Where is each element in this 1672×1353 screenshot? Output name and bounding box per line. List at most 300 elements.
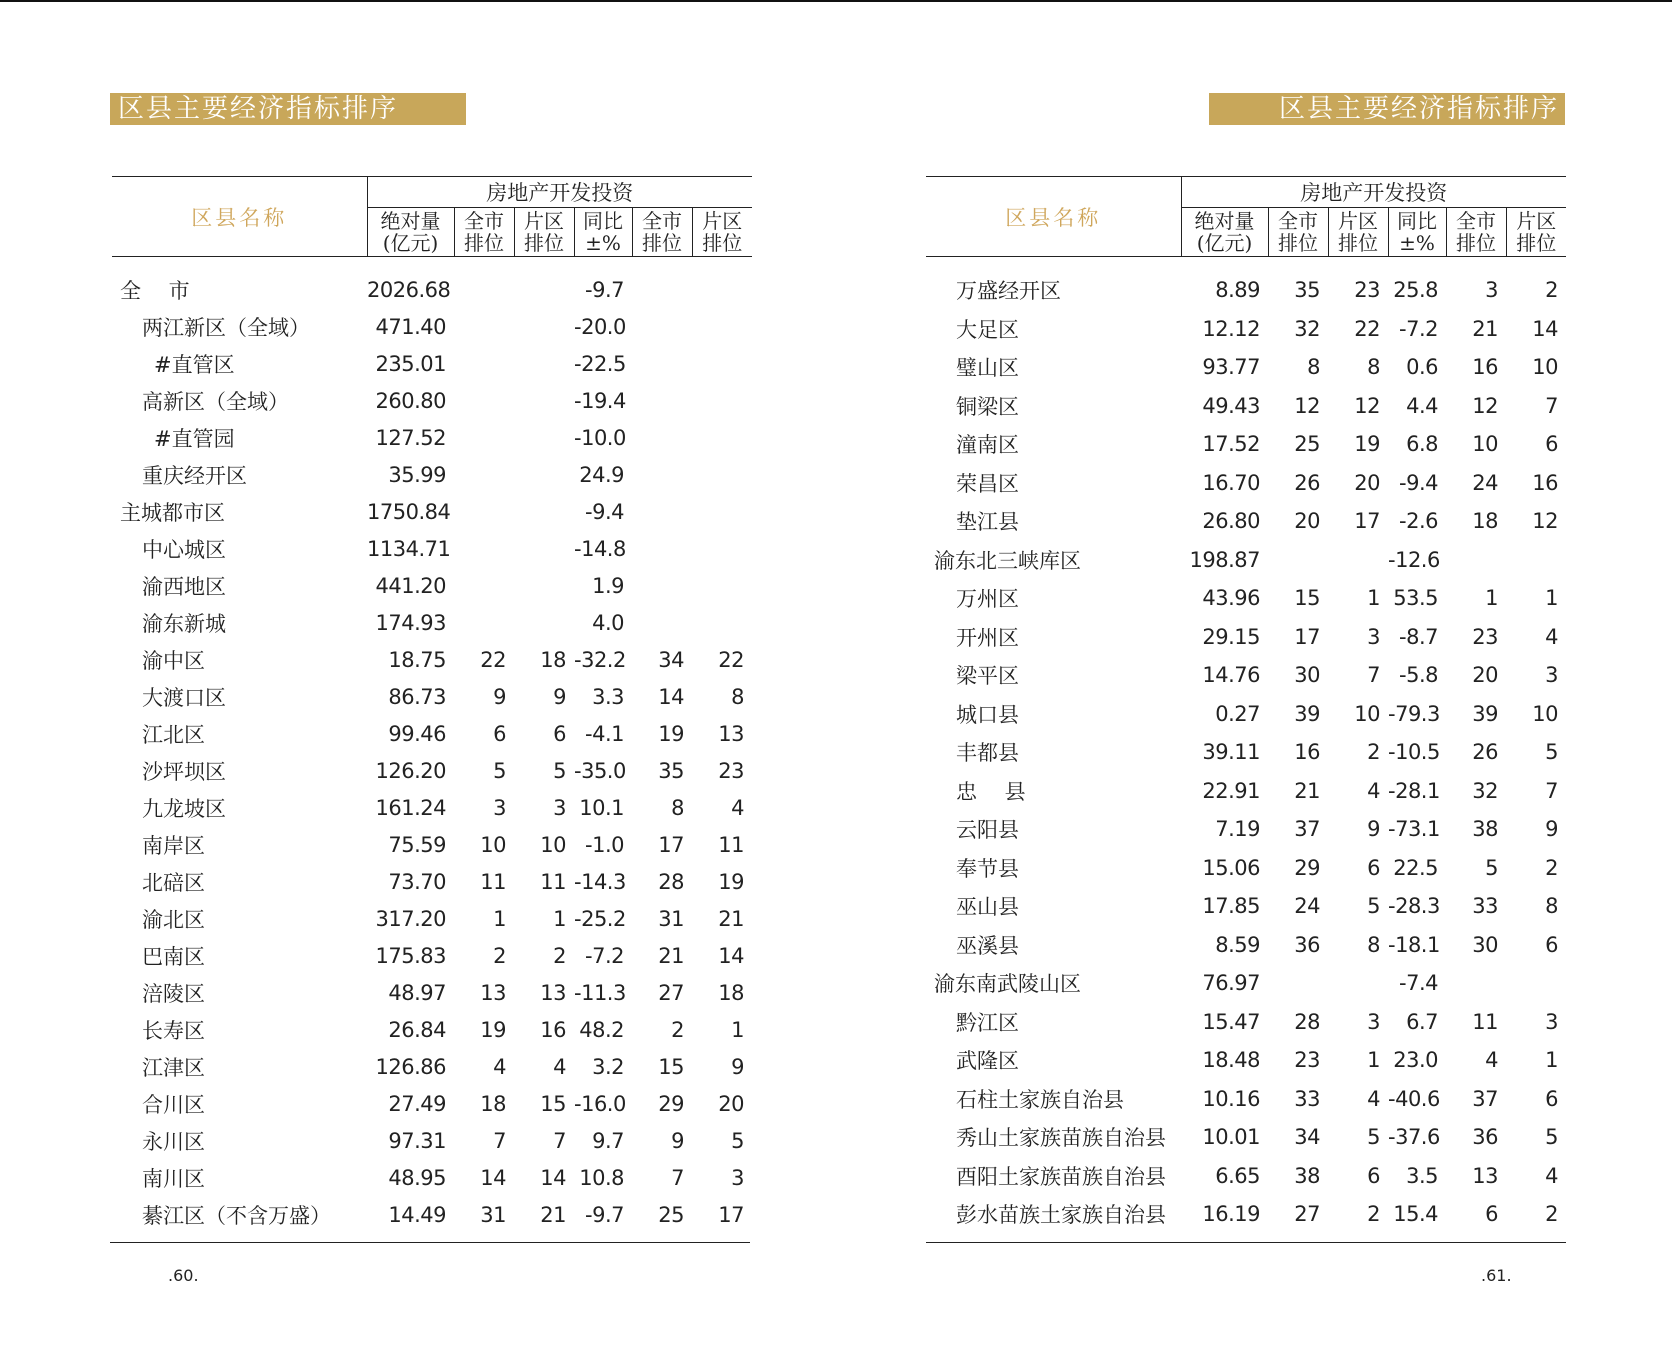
yoy-area-rank: 5 <box>1545 740 1559 765</box>
yoy-city-rank <box>632 345 692 382</box>
area-rank <box>514 345 574 382</box>
yoy-area-rank: 13 <box>718 721 745 746</box>
yoy-city-rank: 21 <box>658 943 684 968</box>
yoy-city-rank <box>632 604 692 641</box>
absolute-value: 27.49 <box>388 1091 446 1116</box>
yoy-city-rank: 31 <box>658 906 684 931</box>
yoy-change: 3.3 <box>592 684 624 709</box>
district-name: 奉节县 <box>956 856 1019 881</box>
city-rank: 35 <box>1294 278 1320 303</box>
area-rank <box>1328 541 1388 580</box>
district-name: 开州区 <box>956 625 1019 650</box>
yoy-change: 0.6 <box>1406 355 1438 380</box>
table-row <box>112 974 752 1011</box>
absolute-value: 39.11 <box>1202 740 1260 765</box>
col-area-rank-header: 片区 排位 <box>1328 208 1388 257</box>
page-title-banner: 区县主要经济指标排序 <box>110 93 466 125</box>
real-estate-investment-header: 房地产开发投资 <box>367 177 752 208</box>
yoy-change: -2.6 <box>1399 509 1438 534</box>
area-rank: 17 <box>1354 509 1380 534</box>
district-name: 巫溪县 <box>956 933 1019 958</box>
yoy-change: 24.9 <box>579 462 624 487</box>
district-name: 秀山土家族苗族自治县 <box>956 1126 1166 1151</box>
yoy-area-rank: 8 <box>731 684 745 709</box>
table-row <box>112 382 752 419</box>
district-name: 巫山县 <box>956 895 1019 920</box>
yoy-area-rank: 3 <box>1545 663 1559 688</box>
city-rank: 25 <box>1294 432 1320 457</box>
absolute-value: 86.73 <box>388 684 446 709</box>
table-row <box>926 810 1566 849</box>
table-row <box>112 641 752 678</box>
district-name: 大足区 <box>956 317 1019 342</box>
district-name: 巴南区 <box>142 944 205 969</box>
district-name: 沙坪坝区 <box>142 759 226 784</box>
district-name: 九龙坡区 <box>142 796 226 821</box>
right-page <box>836 0 1672 1353</box>
area-rank: 2 <box>553 943 566 968</box>
yoy-area-rank: 14 <box>718 943 745 968</box>
area-rank: 22 <box>1354 316 1380 341</box>
yoy-change: -73.1 <box>1388 817 1440 842</box>
yoy-area-rank: 3 <box>731 1165 745 1190</box>
yoy-city-rank: 37 <box>1472 1086 1498 1111</box>
yoy-change: -5.8 <box>1399 663 1438 688</box>
table-row <box>112 826 752 863</box>
yoy-city-rank <box>632 308 692 345</box>
yoy-city-rank: 2 <box>671 1017 684 1042</box>
yoy-change: -9.7 <box>585 277 624 302</box>
district-name: 铜梁区 <box>956 394 1019 419</box>
table-row <box>926 733 1566 772</box>
city-rank: 24 <box>1294 894 1320 919</box>
absolute-value: 235.01 <box>375 351 446 376</box>
col-absolute-header: 绝对量 (亿元) <box>367 208 454 257</box>
absolute-value: 15.47 <box>1202 1009 1260 1034</box>
yoy-change: -9.7 <box>585 1202 624 1227</box>
area-rank: 6 <box>553 721 566 746</box>
absolute-value: 48.97 <box>388 980 446 1005</box>
district-name-header: 区县名称 <box>112 177 367 257</box>
col-area-rank-2-header: 片区 排位 <box>692 208 752 257</box>
district-name: #直管区 <box>154 352 235 377</box>
table-row <box>926 926 1566 965</box>
yoy-change: -18.1 <box>1388 932 1440 957</box>
table-row <box>926 618 1566 657</box>
area-rank: 5 <box>553 758 566 783</box>
city-rank: 18 <box>480 1091 506 1116</box>
area-rank: 8 <box>1367 932 1380 957</box>
page-number: .60. <box>168 1266 199 1285</box>
yoy-area-rank <box>692 604 752 641</box>
area-rank: 21 <box>540 1202 566 1227</box>
area-rank: 12 <box>1354 393 1380 418</box>
table-row <box>926 257 1566 310</box>
yoy-change: -7.2 <box>1399 316 1438 341</box>
absolute-value: 35.99 <box>388 462 446 487</box>
yoy-city-rank: 20 <box>1472 663 1498 688</box>
area-rank <box>514 456 574 493</box>
table-row <box>926 887 1566 926</box>
absolute-value: 8.89 <box>1215 278 1260 303</box>
district-name: 北碚区 <box>142 870 205 895</box>
yoy-city-rank: 15 <box>658 1054 684 1079</box>
district-name: 永川区 <box>142 1129 205 1154</box>
yoy-city-rank: 28 <box>658 869 684 894</box>
absolute-value: 29.15 <box>1202 624 1260 649</box>
yoy-city-rank: 9 <box>671 1128 684 1153</box>
yoy-city-rank: 4 <box>1485 1048 1498 1073</box>
table-row <box>926 1157 1566 1196</box>
table-row <box>926 1041 1566 1080</box>
absolute-value: 10.16 <box>1202 1086 1260 1111</box>
city-rank: 22 <box>480 647 506 672</box>
city-rank: 13 <box>480 980 506 1005</box>
city-rank <box>454 604 514 641</box>
yoy-change: 22.5 <box>1393 855 1438 880</box>
absolute-value: 22.91 <box>1202 778 1260 803</box>
area-rank: 18 <box>540 647 566 672</box>
area-rank: 5 <box>1367 1125 1380 1150</box>
city-rank: 16 <box>1294 740 1320 765</box>
city-rank: 23 <box>1294 1048 1320 1073</box>
absolute-value: 15.06 <box>1202 855 1260 880</box>
district-name: 全 市 <box>120 278 190 303</box>
absolute-value: 7.19 <box>1215 817 1260 842</box>
city-rank: 5 <box>493 758 506 783</box>
yoy-area-rank: 9 <box>731 1054 745 1079</box>
district-name: #直管园 <box>154 426 235 451</box>
yoy-city-rank: 33 <box>1472 894 1498 919</box>
yoy-city-rank <box>1446 541 1506 580</box>
area-rank: 10 <box>540 832 566 857</box>
table-row <box>112 604 752 641</box>
city-rank <box>454 493 514 530</box>
city-rank: 15 <box>1294 586 1320 611</box>
absolute-value: 14.76 <box>1202 663 1260 688</box>
yoy-area-rank <box>692 493 752 530</box>
absolute-value: 26.84 <box>388 1017 446 1042</box>
table-row <box>112 937 752 974</box>
table-row <box>926 348 1566 387</box>
city-rank: 37 <box>1294 817 1320 842</box>
col-area-rank-2-header: 片区 排位 <box>1506 208 1566 257</box>
yoy-area-rank: 14 <box>1532 316 1559 341</box>
yoy-change: -8.7 <box>1399 624 1438 649</box>
yoy-city-rank <box>632 567 692 604</box>
col-absolute-header: 绝对量 (亿元) <box>1181 208 1268 257</box>
yoy-area-rank: 2 <box>1545 855 1559 880</box>
table-row <box>926 541 1566 580</box>
yoy-change: 1.9 <box>592 573 624 598</box>
yoy-area-rank: 9 <box>1545 817 1559 842</box>
yoy-city-rank <box>632 493 692 530</box>
area-rank: 1 <box>1367 1048 1380 1073</box>
city-rank: 21 <box>1294 778 1320 803</box>
area-rank: 6 <box>1367 855 1380 880</box>
yoy-change: 6.7 <box>1406 1009 1438 1034</box>
yoy-area-rank: 17 <box>718 1202 745 1227</box>
table-row <box>926 964 1566 1003</box>
absolute-value: 198.87 <box>1189 547 1260 572</box>
yoy-city-rank: 36 <box>1472 1125 1498 1150</box>
area-rank: 2 <box>1367 740 1380 765</box>
table-row <box>112 1085 752 1122</box>
yoy-city-rank: 6 <box>1485 1202 1498 1227</box>
col-city-rank-header: 全市 排位 <box>1268 208 1328 257</box>
yoy-area-rank: 12 <box>1532 509 1559 534</box>
district-name: 酉阳土家族苗族自治县 <box>956 1164 1166 1189</box>
district-name: 江津区 <box>142 1055 205 1080</box>
city-rank: 29 <box>1294 855 1320 880</box>
yoy-city-rank: 8 <box>671 795 684 820</box>
yoy-city-rank <box>632 456 692 493</box>
absolute-value: 12.12 <box>1202 316 1260 341</box>
city-rank <box>1268 964 1328 1003</box>
district-name: 忠 县 <box>956 779 1026 804</box>
table-row <box>926 849 1566 888</box>
area-rank: 4 <box>1367 778 1380 803</box>
yoy-change: -79.3 <box>1388 701 1440 726</box>
yoy-area-rank <box>692 345 752 382</box>
absolute-value: 17.85 <box>1202 894 1260 919</box>
district-name: 荣昌区 <box>956 471 1019 496</box>
yoy-area-rank <box>1506 541 1566 580</box>
yoy-change: 15.4 <box>1393 1202 1438 1227</box>
city-rank: 7 <box>493 1128 506 1153</box>
district-name: 云阳县 <box>956 818 1019 843</box>
city-rank: 31 <box>480 1202 506 1227</box>
district-name: 大渡口区 <box>142 685 226 710</box>
table-row <box>112 752 752 789</box>
area-rank <box>514 419 574 456</box>
yoy-city-rank: 12 <box>1472 393 1498 418</box>
absolute-value: 16.70 <box>1202 470 1260 495</box>
table-row <box>112 257 752 309</box>
table-row <box>112 345 752 382</box>
district-name: 万盛经开区 <box>956 279 1061 304</box>
yoy-area-rank: 21 <box>718 906 745 931</box>
city-rank: 34 <box>1294 1125 1320 1150</box>
yoy-area-rank: 6 <box>1545 1086 1559 1111</box>
yoy-area-rank: 5 <box>1545 1125 1559 1150</box>
table-row <box>926 425 1566 464</box>
yoy-city-rank: 11 <box>1472 1009 1498 1034</box>
city-rank: 33 <box>1294 1086 1320 1111</box>
absolute-value: 260.80 <box>375 388 446 413</box>
yoy-change: -14.8 <box>574 536 626 561</box>
area-rank: 19 <box>1354 432 1380 457</box>
yoy-area-rank <box>692 419 752 456</box>
city-rank: 36 <box>1294 932 1320 957</box>
district-name: 中心城区 <box>142 537 226 562</box>
table-row <box>112 493 752 530</box>
table-row <box>112 419 752 456</box>
yoy-change: 23.0 <box>1393 1048 1438 1073</box>
table-row <box>112 1196 752 1233</box>
district-name: 南川区 <box>142 1166 205 1191</box>
yoy-city-rank: 10 <box>1472 432 1498 457</box>
table-row <box>926 1080 1566 1119</box>
city-rank <box>454 382 514 419</box>
district-name: 主城都市区 <box>120 500 225 525</box>
absolute-value: 76.97 <box>1202 971 1260 996</box>
absolute-value: 49.43 <box>1202 393 1260 418</box>
yoy-area-rank <box>692 530 752 567</box>
district-name: 高新区（全域） <box>142 389 289 414</box>
table-row <box>112 530 752 567</box>
yoy-area-rank: 7 <box>1545 778 1559 803</box>
area-rank: 6 <box>1367 1163 1380 1188</box>
yoy-area-rank: 3 <box>1545 1009 1559 1034</box>
yoy-city-rank: 14 <box>658 684 684 709</box>
area-rank <box>514 493 574 530</box>
table-bottom-rule <box>110 1242 750 1243</box>
yoy-change: -28.1 <box>1388 778 1440 803</box>
district-name: 渝东新城 <box>142 611 226 636</box>
city-rank: 11 <box>480 869 506 894</box>
absolute-value: 97.31 <box>388 1128 446 1153</box>
district-name: 彭水苗族土家族自治县 <box>956 1203 1166 1228</box>
yoy-city-rank: 39 <box>1472 701 1498 726</box>
city-rank: 26 <box>1294 470 1320 495</box>
city-rank: 19 <box>480 1017 506 1042</box>
absolute-value: 99.46 <box>388 721 446 746</box>
yoy-change: -12.6 <box>1388 547 1440 572</box>
yoy-change: -37.6 <box>1388 1125 1440 1150</box>
yoy-change: 9.7 <box>592 1128 624 1153</box>
city-rank: 32 <box>1294 316 1320 341</box>
city-rank: 28 <box>1294 1009 1320 1034</box>
yoy-city-rank: 24 <box>1472 470 1498 495</box>
col-city-rank-header: 全市 排位 <box>454 208 514 257</box>
area-rank: 3 <box>1367 1009 1380 1034</box>
yoy-area-rank: 20 <box>718 1091 745 1116</box>
col-city-rank-2-header: 全市 排位 <box>632 208 692 257</box>
yoy-area-rank: 6 <box>1545 432 1559 457</box>
area-rank: 7 <box>553 1128 566 1153</box>
yoy-change: -14.3 <box>574 869 626 894</box>
city-rank: 2 <box>493 943 506 968</box>
table-row <box>926 464 1566 503</box>
yoy-city-rank: 29 <box>658 1091 684 1116</box>
district-name: 武隆区 <box>956 1049 1019 1074</box>
district-name: 涪陵区 <box>142 981 205 1006</box>
district-name: 两江新区（全域） <box>142 315 310 340</box>
absolute-value: 26.80 <box>1202 509 1260 534</box>
district-name: 万州区 <box>956 587 1019 612</box>
city-rank: 30 <box>1294 663 1320 688</box>
area-rank: 15 <box>540 1091 566 1116</box>
yoy-change: 4.4 <box>1406 393 1438 418</box>
yoy-area-rank: 11 <box>718 832 745 857</box>
city-rank: 12 <box>1294 393 1320 418</box>
yoy-area-rank: 18 <box>718 980 745 1005</box>
table-row <box>926 695 1566 734</box>
area-rank <box>514 308 574 345</box>
table-row <box>926 1195 1566 1234</box>
absolute-value: 10.01 <box>1202 1125 1260 1150</box>
yoy-area-rank: 2 <box>1545 1202 1559 1227</box>
yoy-change: 6.8 <box>1406 432 1438 457</box>
city-rank: 39 <box>1294 701 1320 726</box>
district-name: 綦江区（不含万盛） <box>142 1203 331 1228</box>
table-row <box>926 1003 1566 1042</box>
yoy-change: 10.8 <box>579 1165 624 1190</box>
district-name: 渝西地区 <box>142 574 226 599</box>
district-name: 丰都县 <box>956 741 1019 766</box>
table-row <box>112 1048 752 1085</box>
yoy-city-rank: 21 <box>1472 316 1498 341</box>
table-row <box>112 1159 752 1196</box>
absolute-value: 73.70 <box>388 869 446 894</box>
absolute-value: 1134.71 <box>367 536 451 561</box>
area-rank: 2 <box>1367 1202 1380 1227</box>
area-rank: 14 <box>540 1165 566 1190</box>
area-rank: 1 <box>1367 586 1380 611</box>
absolute-value: 1750.84 <box>367 499 451 524</box>
yoy-change: -11.3 <box>574 980 626 1005</box>
absolute-value: 43.96 <box>1202 586 1260 611</box>
col-yoy-header: 同比 ±% <box>574 208 632 257</box>
district-name: 潼南区 <box>956 433 1019 458</box>
yoy-city-rank: 32 <box>1472 778 1498 803</box>
yoy-change: -16.0 <box>574 1091 626 1116</box>
area-rank: 16 <box>540 1017 566 1042</box>
yoy-city-rank: 1 <box>1485 586 1498 611</box>
area-rank <box>514 257 574 309</box>
city-rank: 1 <box>493 906 506 931</box>
city-rank <box>454 567 514 604</box>
table-row <box>112 863 752 900</box>
absolute-value: 317.20 <box>375 906 446 931</box>
absolute-value: 126.20 <box>375 758 446 783</box>
city-rank: 14 <box>480 1165 506 1190</box>
district-name: 梁平区 <box>956 664 1019 689</box>
yoy-city-rank <box>632 257 692 309</box>
yoy-area-rank: 4 <box>1545 1163 1559 1188</box>
city-rank <box>1268 541 1328 580</box>
yoy-city-rank: 19 <box>658 721 684 746</box>
absolute-value: 18.75 <box>388 647 446 672</box>
area-rank: 1 <box>553 906 566 931</box>
absolute-value: 161.24 <box>375 795 446 820</box>
col-city-rank-2-header: 全市 排位 <box>1446 208 1506 257</box>
table-row <box>112 1011 752 1048</box>
city-rank: 38 <box>1294 1163 1320 1188</box>
yoy-city-rank: 23 <box>1472 624 1498 649</box>
yoy-area-rank: 8 <box>1545 894 1559 919</box>
absolute-value: 18.48 <box>1202 1048 1260 1073</box>
yoy-change: -9.4 <box>585 499 624 524</box>
absolute-value: 126.86 <box>375 1054 446 1079</box>
absolute-value: 6.65 <box>1215 1163 1260 1188</box>
yoy-city-rank: 26 <box>1472 740 1498 765</box>
absolute-value: 174.93 <box>375 610 446 635</box>
table-row <box>112 715 752 752</box>
yoy-city-rank: 5 <box>1485 855 1498 880</box>
yoy-change: -20.0 <box>574 314 626 339</box>
area-rank: 23 <box>1354 278 1380 303</box>
absolute-value: 2026.68 <box>367 277 451 302</box>
absolute-value: 175.83 <box>375 943 446 968</box>
city-rank: 17 <box>1294 624 1320 649</box>
yoy-change: 53.5 <box>1393 586 1438 611</box>
area-rank: 11 <box>540 869 566 894</box>
city-rank: 9 <box>493 684 506 709</box>
yoy-city-rank <box>632 382 692 419</box>
table-row <box>926 502 1566 541</box>
